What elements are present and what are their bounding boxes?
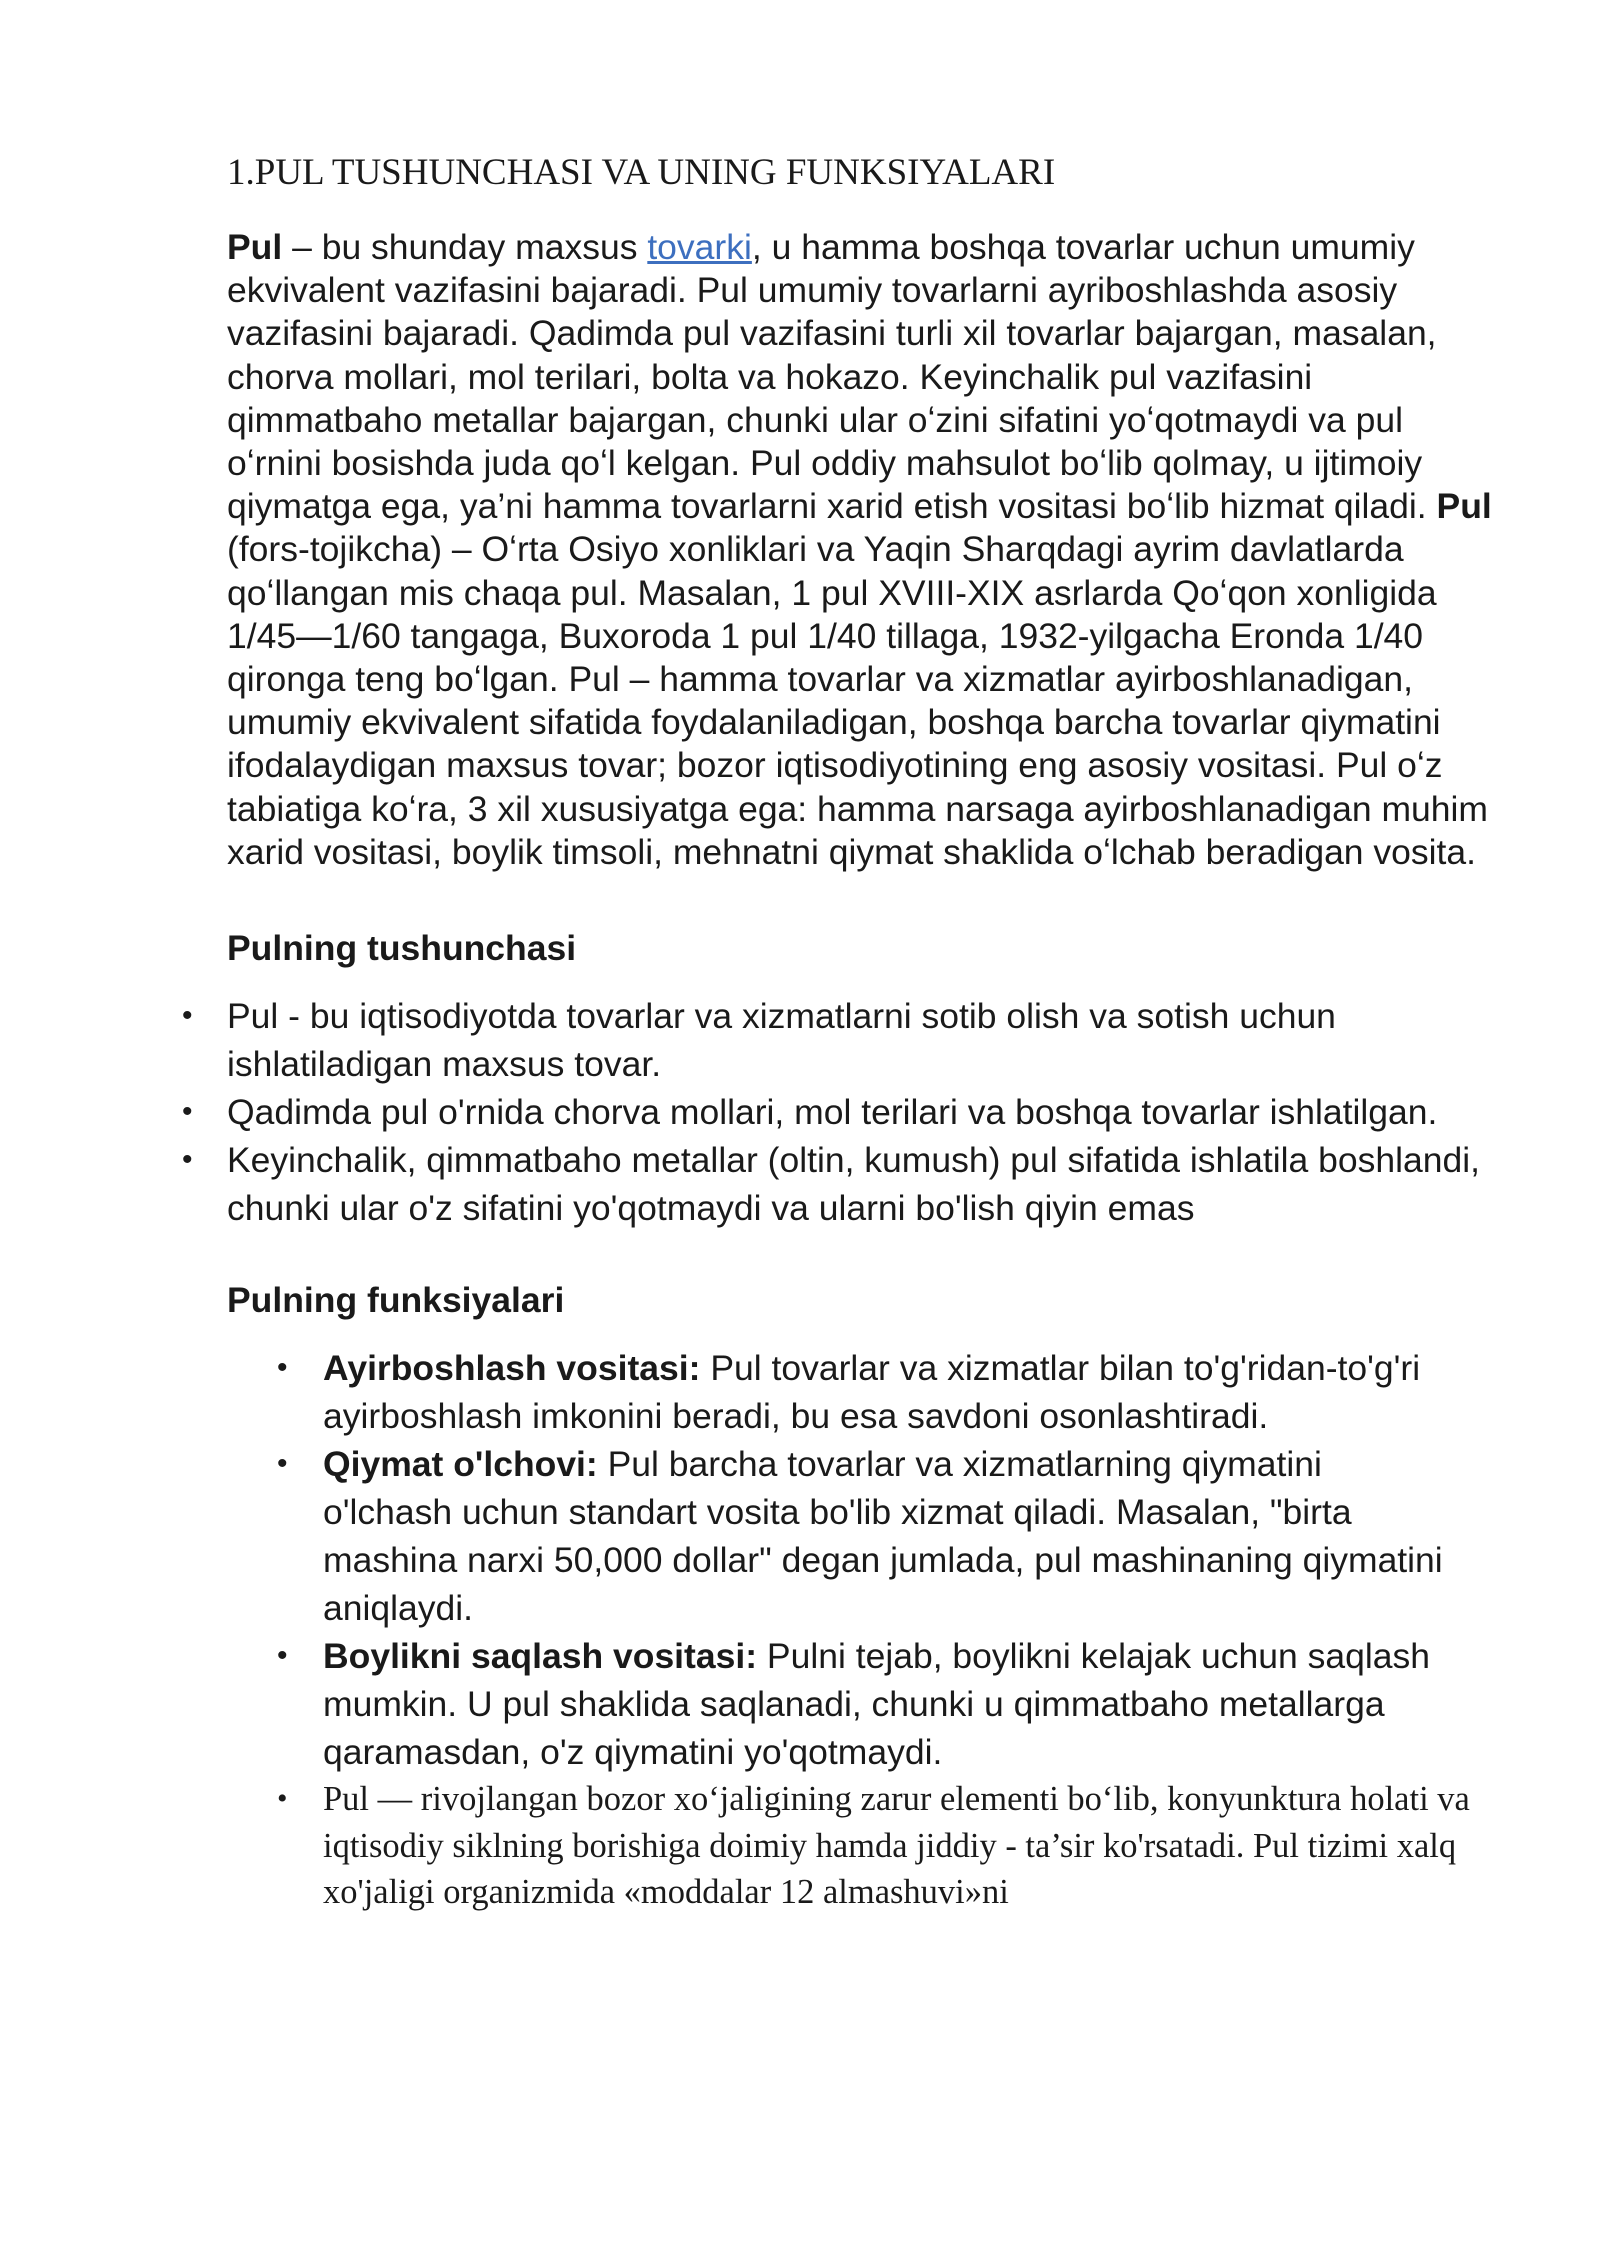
intro-text-1: – bu shunday maxsus	[282, 227, 648, 267]
list-item	[182, 1136, 1487, 1232]
document-title: 1.PUL TUSHUNCHASI VA UNING FUNKSIYALARI	[227, 152, 1056, 193]
list-item-text: Pul barcha tovarlar va xizmatlarning qiymatini o'lchash uchun standart vosita bo'lib xizmat qiladi. Masalan, "birta mashina narxi 50,000 dollar" degan jumlada, pul mashinaning qiymatini aniqlaydi.	[323, 1444, 1443, 1629]
list-item-text: Pul tovarlar va xizmatlar bilan to'g'ridan-to'g'ri ayirboshlash imkonini beradi, bu esa savdoni osonlashtiradi.	[323, 1348, 1421, 1437]
section-heading-functions: Pulning funksiyalari	[227, 1280, 565, 1321]
intro-text-2: , u hamma boshqa tovarlar uchun umumiy ekvivalent vazifasini bajaradi. Pul umumiy tovarlarni ayriboshlashda asosiy vazifasini bajaradi. Qadimda pul vazifasini turli xil tovarlar bajargan, masalan, chorva mollari, mol terilari, bolta va hokazo. Keyinchalik pul vazifasini qimmatbaho metallar bajargan, chunki ular oʻzini sifatini yoʻqotmaydi va pul oʻrnini bosishda juda qoʻl kelgan. Pul oddiy mahsulot boʻlib qolmay, u ijtimoiy qiymatga ega, ya’ni hamma tovarlarni xarid etish vositasi boʻlib hizmat qiladi.	[227, 227, 1437, 527]
bullet-icon: •	[182, 1143, 193, 1177]
bullet-icon: •	[182, 1095, 193, 1129]
bullet-icon: •	[277, 1447, 288, 1481]
bullet-icon: •	[277, 1639, 288, 1673]
list-item-text: Pulni tejab, boylikni kelajak uchun saqlash mumkin. U pul shaklida saqlanadi, chunki u qimmatbaho metallarga qaramasdan, o'z qiymatini yo'qotmaydi.	[323, 1636, 1430, 1773]
bullet-icon: •	[277, 1351, 288, 1385]
list-item-text: Keyinchalik, qimmatbaho metallar (oltin, kumush) pul sifatida ishlatila boshlandi, chunki ular o'z sifatini yo'qotmaydi va ularni bo'lish qiyin emas	[227, 1140, 1480, 1229]
list-item	[182, 1088, 1487, 1136]
document-page	[182, 148, 1527, 1916]
list-item	[277, 1632, 1453, 1776]
intro-term-2: Pul	[1436, 486, 1492, 527]
concept-list	[182, 992, 1527, 1232]
list-item	[277, 1344, 1453, 1440]
list-item-label: Ayirboshlash vositasi:	[323, 1348, 701, 1389]
list-item	[277, 1440, 1453, 1632]
tovarki-link[interactable]: tovarki	[647, 227, 752, 267]
functions-list	[277, 1344, 1527, 1916]
list-item	[182, 992, 1487, 1088]
intro-paragraph	[227, 226, 1497, 874]
section-heading-concept: Pulning tushunchasi	[227, 928, 577, 969]
list-item-text: Pul - bu iqtisodiyotda tovarlar va xizmatlarni sotib olish va sotish uchun ishlatiladigan maxsus tovar.	[227, 996, 1336, 1085]
list-item	[277, 1776, 1523, 1916]
bullet-icon: •	[182, 999, 193, 1033]
list-item-label: Qiymat o'lchovi:	[323, 1444, 598, 1485]
list-item-label: Boylikni saqlash vositasi:	[323, 1636, 758, 1677]
list-item-text: Pul — rivojlangan bozor xoʻjaligining zarur elementi boʻlib, konyunktura holati va iqtisodiy siklning borishiga doimiy hamda jiddiy - ta’sir ko'rsatadi. Pul tizimi xalq xo'jaligi organizmida «moddalar 12 almashuvi»ni	[323, 1780, 1470, 1912]
intro-term: Pul	[227, 227, 283, 267]
bullet-icon: •	[277, 1782, 288, 1816]
list-item-text: Qadimda pul o'rnida chorva mollari, mol terilari va boshqa tovarlar ishlatilgan.	[227, 1092, 1438, 1133]
intro-text-3: (fors-tojikcha) – Oʻrta Osiyo xonliklari va Yaqin Sharqdagi ayrim davlatlarda qoʻllangan mis chaqa pul. Masalan, 1 pul XVIII-XIX asrlarda Qoʻqon xonligida 1/45—1/60 tangaga, Buxoroda 1 pul 1/40 tillaga, 1932-yilgacha Eronda 1/40 qironga teng boʻlgan. Pul – hamma tovarlar va xizmatlar ayirboshlanadigan, umumiy ekvivalent sifatida foydalaniladigan, boshqa barcha tovarlar qiymatini ifodalaydigan maxsus tovar; bozor iqtisodiyotining eng asosiy vositasi. Pul oʻz tabiatiga koʻra, 3 xil xususiyatga ega: hamma narsaga ayirboshlanadigan muhim xarid vositasi, boylik timsoli, mehnatni qiymat shaklida oʻlchab beradigan vosita.	[227, 529, 1488, 872]
